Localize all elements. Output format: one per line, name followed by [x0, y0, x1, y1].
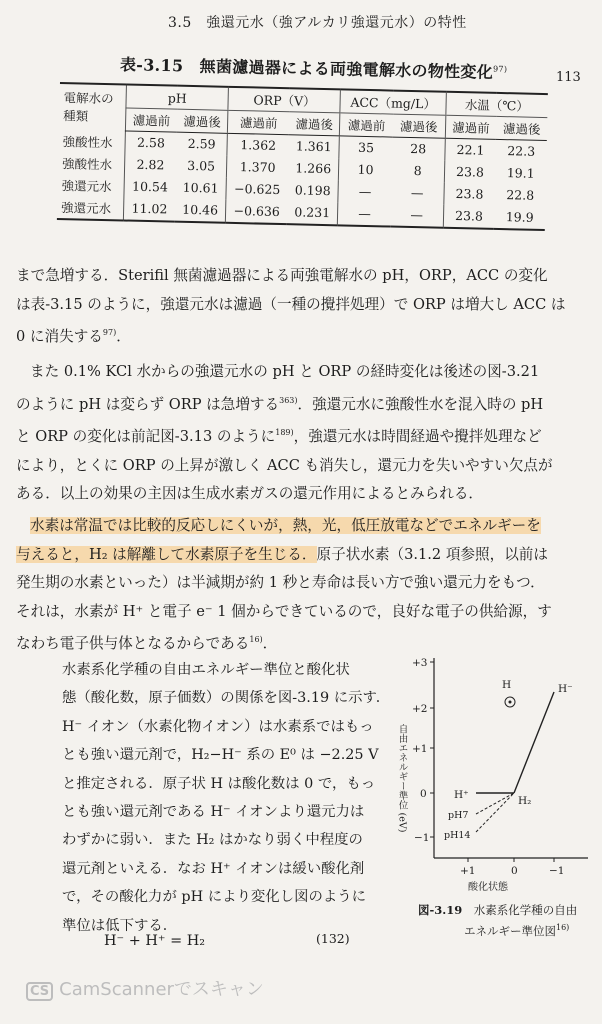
text-line: なわち電子供与体となるからである$^{16)}$．: [16, 635, 278, 653]
paragraph-4: [62, 656, 391, 940]
text-line: で，その酸化力が pH により変化し図のように: [62, 889, 367, 906]
sub-after: 濾過後: [496, 116, 547, 140]
table-cell: 1.266: [295, 160, 332, 177]
equation-number: (132): [316, 931, 350, 946]
x-axis-label: 酸化状態: [468, 882, 508, 893]
text-line: それは，水素が H⁺ と電子 e⁻ 1 個からできているので，良好な電子の供給源，す: [16, 602, 552, 620]
sub-after: 濾過後: [177, 109, 229, 133]
row-name: 強還元水: [61, 177, 112, 194]
text-line: わずかに弱い．また H₂ はかなり弱く中程度の: [62, 832, 363, 849]
text-line: とも強い還元剤で，H₂−H⁻ 系の E⁰ は −2.25 V: [62, 747, 379, 764]
text-line: 発生期の水素といった）は半減期が約 1 秒と寿命は長い方で強い還元力をもつ．: [16, 574, 545, 592]
text-line: 準位は低下する．: [62, 917, 178, 934]
sub-before: 濾過前: [228, 110, 289, 134]
label-ph14: pH14: [444, 830, 471, 841]
energy-level-diagram: [398, 650, 594, 898]
paragraph-2: [16, 358, 586, 509]
ytick-label: +1: [412, 743, 428, 755]
text-line: と推定される．原子状 H は酸化数は 0 で，もっ: [62, 775, 376, 792]
sub-after: 濾過後: [289, 112, 341, 136]
table-cell: −0.636: [226, 199, 287, 223]
group-acc: ACC（mg/L）: [340, 89, 446, 115]
paragraph-3: [16, 512, 586, 659]
camscanner-logo: CS: [26, 982, 53, 1001]
text-line: は表-3.15 のように，強還元水は濾過（一種の攪拌処理）で ORP は増大し ACC は: [16, 295, 566, 313]
table-cell: 10.61: [182, 179, 219, 196]
label-ph7: pH7: [448, 810, 469, 821]
label-h-plus: H⁺: [454, 789, 469, 801]
table-cell: 19.9: [494, 205, 545, 229]
highlight: 与えると，H₂ は解離して水素原子を生じる．: [16, 545, 317, 563]
table-cell: 22.3: [507, 143, 536, 160]
text-line: また 0.1% KCl 水からの強還元水の pH と ORP の経時変化は後述の図-3.21: [30, 363, 540, 380]
ytick-label: 0: [420, 788, 427, 800]
y-ticks: [412, 657, 434, 844]
ytick-label: −1: [414, 832, 430, 844]
table-cell: 10: [339, 158, 392, 181]
text-line: と ORP の変化は前記図-3.13 のように$^{189)}$，強還元水は時間経過や攪拌処理など: [16, 427, 542, 445]
y-axis-label: 自由エネルギー準位 (eV): [396, 724, 408, 833]
table-cell: —: [338, 202, 391, 226]
text-line: 態（酸化数，原子価数）の関係を図-3.19 に示す．: [62, 690, 391, 707]
text-line: のように pH は変らず ORP は急増する$^{363)}$．強還元水に強酸性水を混入時の pH: [16, 395, 544, 413]
row-header: 電解水の種類: [59, 83, 127, 131]
table-cell: 23.8: [444, 160, 496, 183]
table-cell: 22.8: [506, 187, 535, 203]
table-cell: 3.05: [187, 157, 216, 174]
ytick-label: +2: [412, 703, 428, 715]
ph14-line: [476, 793, 514, 832]
x-ticks: [460, 858, 564, 877]
ytick-label: +3: [412, 657, 428, 669]
row-name: 強酸性水: [61, 155, 113, 172]
table-cell: 22.1: [444, 138, 496, 161]
text-line: により，とくに ORP の上昇が激しく ACC も消失し，還元力を失いやすい欠点が: [16, 456, 553, 474]
table-cell: 2.82: [124, 153, 176, 176]
text-line: H⁻ イオン（水素化物イオン）は水素系ではもっ: [62, 718, 374, 735]
table-cell: 10.46: [175, 198, 227, 222]
table-cell: 11.02: [123, 197, 175, 221]
table-cell: 2.59: [187, 136, 216, 152]
table-cell: 0.231: [287, 201, 339, 225]
text-line: 水素系化学種の自由エネルギー準位と酸化状: [62, 662, 350, 678]
table-cell: 0.198: [294, 182, 331, 199]
table-cell: 2.58: [125, 131, 177, 154]
xtick-label: 0: [511, 865, 518, 877]
table-cell: 35: [339, 136, 392, 159]
table-cell: 23.8: [443, 204, 495, 228]
table-cell: 19.1: [506, 165, 535, 181]
table-cell: —: [390, 203, 443, 227]
paragraph-1: [16, 262, 586, 352]
table-cell: —: [410, 184, 424, 201]
camscanner-watermark: CS CamScannerでスキャン: [26, 975, 264, 1001]
h-minus-line: [514, 692, 554, 793]
properties-table: [57, 82, 548, 231]
page-number: 113: [556, 70, 581, 85]
group-orp: ORP（V）: [228, 87, 341, 113]
highlighted-line: [16, 512, 586, 541]
xtick-label: +1: [460, 865, 476, 877]
group-temp: 水温（℃）: [445, 92, 547, 118]
table-cell: 1.370: [227, 155, 288, 178]
row-name: 強還元水: [57, 195, 124, 220]
text-line: まで急増する．Sterifil 無菌濾過器による両強電解水の pH，ORP，ACC の変化: [16, 267, 548, 284]
table-cell: 10.54: [124, 175, 176, 198]
highlight: 水素は常温では比較的反応しにくいが，熱，光，低圧放電などでエネルギーを: [30, 517, 541, 534]
label-h2: H₂: [518, 795, 532, 807]
table-cell: 1.362: [227, 133, 288, 156]
xtick-label: −1: [549, 865, 565, 877]
sub-after: 濾過後: [392, 114, 445, 138]
sub-before: 濾過前: [125, 108, 177, 132]
text-line: 0 に消失する$^{97)}$．: [16, 328, 131, 346]
equation: H⁻ + H⁺ = H₂: [104, 933, 206, 949]
table-cell: −0.625: [226, 177, 287, 200]
group-ph: pH: [126, 85, 229, 111]
ph7-line: [476, 793, 514, 814]
table-cell: 23.8: [443, 182, 495, 205]
table-cell: 28: [410, 141, 427, 157]
text-line: 還元剤といえる．なお H⁺ イオンは緩い酸化剤: [62, 860, 365, 877]
running-header: 3.5 強還元水（強アルカリ強還元水）の特性: [168, 15, 467, 31]
text-line: ある．以上の効果の主因は生成水素ガスの還元作用によるとみられる．: [16, 485, 484, 503]
table-cell: 8: [413, 163, 422, 179]
figure-caption: 図-3.19 水素系化学種の自由 エネルギー準位図$^{16)}$: [418, 903, 578, 938]
label-h: H: [502, 679, 512, 691]
text-line: 与えると，H₂ は解離して水素原子を生じる．原子状水素（3.1.2 項参照，以前は: [16, 545, 548, 563]
table-title: 表-3.15 無菌濾過器による両強電解水の物性変化$^{97)}$: [119, 55, 508, 82]
label-h-minus: H⁻: [558, 683, 573, 695]
row-name: 強酸性水: [62, 133, 113, 150]
sub-before: 濾過前: [340, 113, 393, 137]
text-line: とも強い還元剤である H⁻ イオンより還元力は: [62, 804, 365, 821]
table-cell: 1.361: [295, 138, 332, 155]
table-cell: —: [338, 180, 391, 203]
sub-before: 濾過前: [445, 115, 497, 139]
